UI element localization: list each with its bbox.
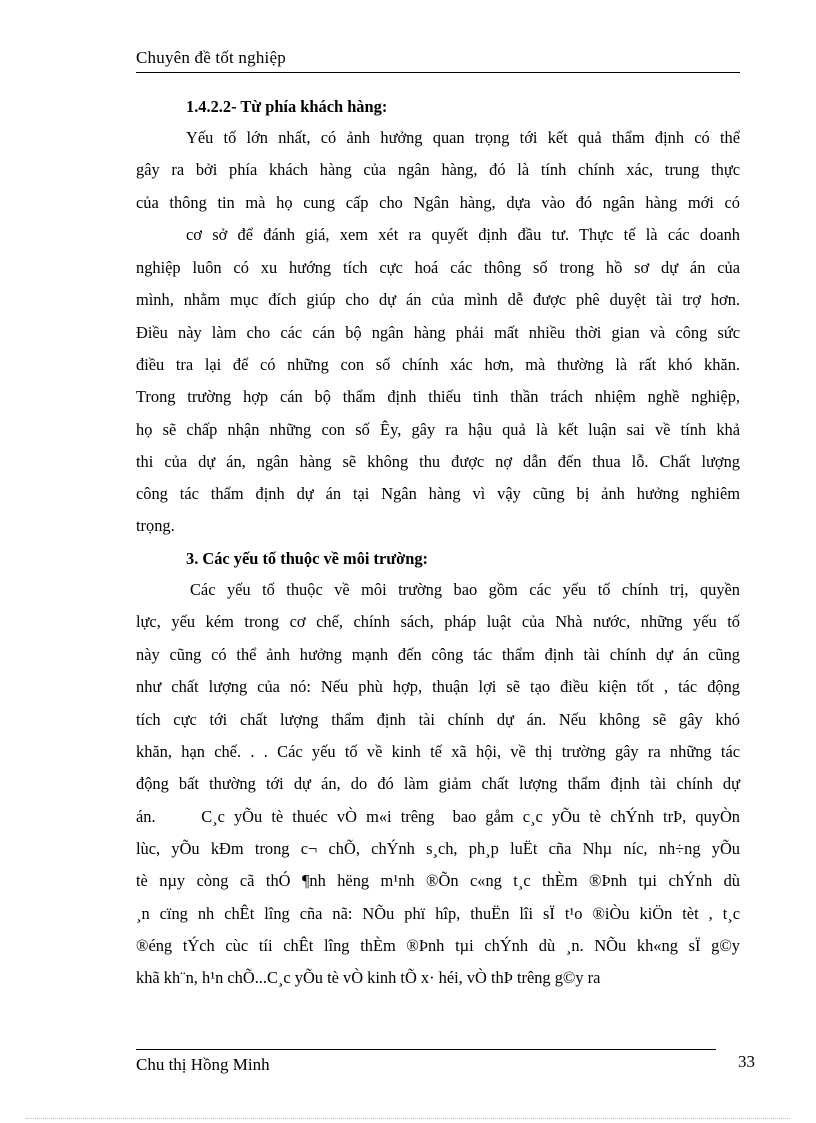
paragraph-line: công tác thẩm định dự án tại Ngân hàng vì vậy cũng bị ảnh hưởng nghiêm <box>136 484 740 503</box>
paragraph-line: thi của dự án, ngân hàng sẽ không thu được nợ dẫn đến thua lỗ. Chất lượng <box>136 452 740 471</box>
paragraph-line: Các yếu tố thuộc về môi trường bao gồm các yếu tố chính trị, quyền <box>190 580 740 599</box>
page-edge-divider <box>26 1118 790 1119</box>
paragraph-line: cơ sở để đánh giá, xem xét ra quyết định đầu tư. Thực tế là các doanh <box>186 225 740 244</box>
paragraph-line: gây ra bởi phía khách hàng của ngân hàng, đó là tính chính xác, trung thực <box>136 160 740 179</box>
paragraph-line: điều tra lại để có những con số chính xác hơn, mà thường là rất khó khăn. <box>136 355 740 374</box>
footer-divider <box>136 1049 716 1050</box>
paragraph-line: Trong trường hợp cán bộ thẩm định thiếu tinh thần trách nhiệm nghề nghiệp, <box>136 387 740 406</box>
paragraph-line: này cũng có thể ảnh hưởng mạnh đến công tác thẩm định tài chính dự án cũng <box>136 645 740 664</box>
paragraph-line: ¸n cïng nh chÊt lîng cña nã: NÕu phï hîp, thuËn lîi sÏ t¹o ®iÒu kiÖn tèt , t¸c <box>136 904 740 923</box>
paragraph-line: khã kh¨n, h¹n chÕ...C¸c yÕu tè vÒ kinh tÕ x· héi, vÒ thÞ trêng g©y ra <box>136 968 601 987</box>
section-3-heading: 3. Các yếu tố thuộc về môi trường: <box>186 549 428 568</box>
paragraph-line: nghiệp luôn có xu hướng tích cực hoá các thông số trong hồ sơ dự án của <box>136 258 740 277</box>
paragraph-line: của thông tin mà họ cung cấp cho Ngân hàng, dựa vào đó ngân hàng mới có <box>136 193 740 212</box>
paragraph-line: án. C¸c yÕu tè thuéc vÒ m«i trêng bao gåm c¸c yÕu tè chÝnh trÞ, quyÒn <box>136 807 740 826</box>
paragraph-line: mình, nhằm mục đích giúp cho dự án của mình dễ được phê duyệt tài trợ hơn. <box>136 290 740 309</box>
header-divider <box>136 72 740 73</box>
paragraph-line: tè nµy còng cã thÓ ¶nh hëng m¹nh ®Õn c«ng t¸c thÈm ®Þnh tµi chÝnh dù <box>136 871 740 890</box>
paragraph-line: Yếu tố lớn nhất, có ảnh hưởng quan trọng tới kết quả thẩm định có thể <box>186 128 740 147</box>
paragraph-line: lùc, yÕu kÐm trong c¬ chÕ, chÝnh s¸ch, ph¸p luËt cña Nhµ níc, nh÷ng yÕu <box>136 839 740 858</box>
paragraph-line: họ sẽ chấp nhận những con số Êy, gây ra hậu quả là kết luận sai về tính khả <box>136 420 740 439</box>
paragraph-line: như chất lượng của nó: Nếu phù hợp, thuận lợi sẽ tạo điều kiện tốt , tác động <box>136 677 740 696</box>
paragraph-line: trọng. <box>136 516 175 535</box>
paragraph-line: Điều này làm cho các cán bộ ngân hàng phải mất nhiều thời gian và công sức <box>136 323 740 342</box>
paragraph-line: tích cực tới chất lượng thẩm định tài chính dự án. Nếu không sẽ gây khó <box>136 710 740 729</box>
page-number: 33 <box>738 1052 755 1071</box>
document-title: Chuyên đề tốt nghiệp <box>136 48 286 67</box>
footer-author: Chu thị Hồng Minh <box>136 1055 270 1074</box>
paragraph-line: lực, yếu kém trong cơ chế, chính sách, pháp luật của Nhà nước, những yếu tố <box>136 612 740 631</box>
paragraph-line: động bất thường tới dự án, do đó làm giảm chất lượng thẩm định tài chính dự <box>136 774 740 793</box>
paragraph-line: ®éng tÝch cùc tíi chÊt lîng thÈm ®Þnh tµi chÝnh dù ¸n. NÕu kh«ng sÏ g©y <box>136 936 740 955</box>
section-heading: 1.4.2.2- Từ phía khách hàng: <box>186 97 388 116</box>
paragraph-line: khăn, hạn chế. . . Các yếu tố về kinh tế xã hội, về thị trường gây ra những tác <box>136 742 740 761</box>
